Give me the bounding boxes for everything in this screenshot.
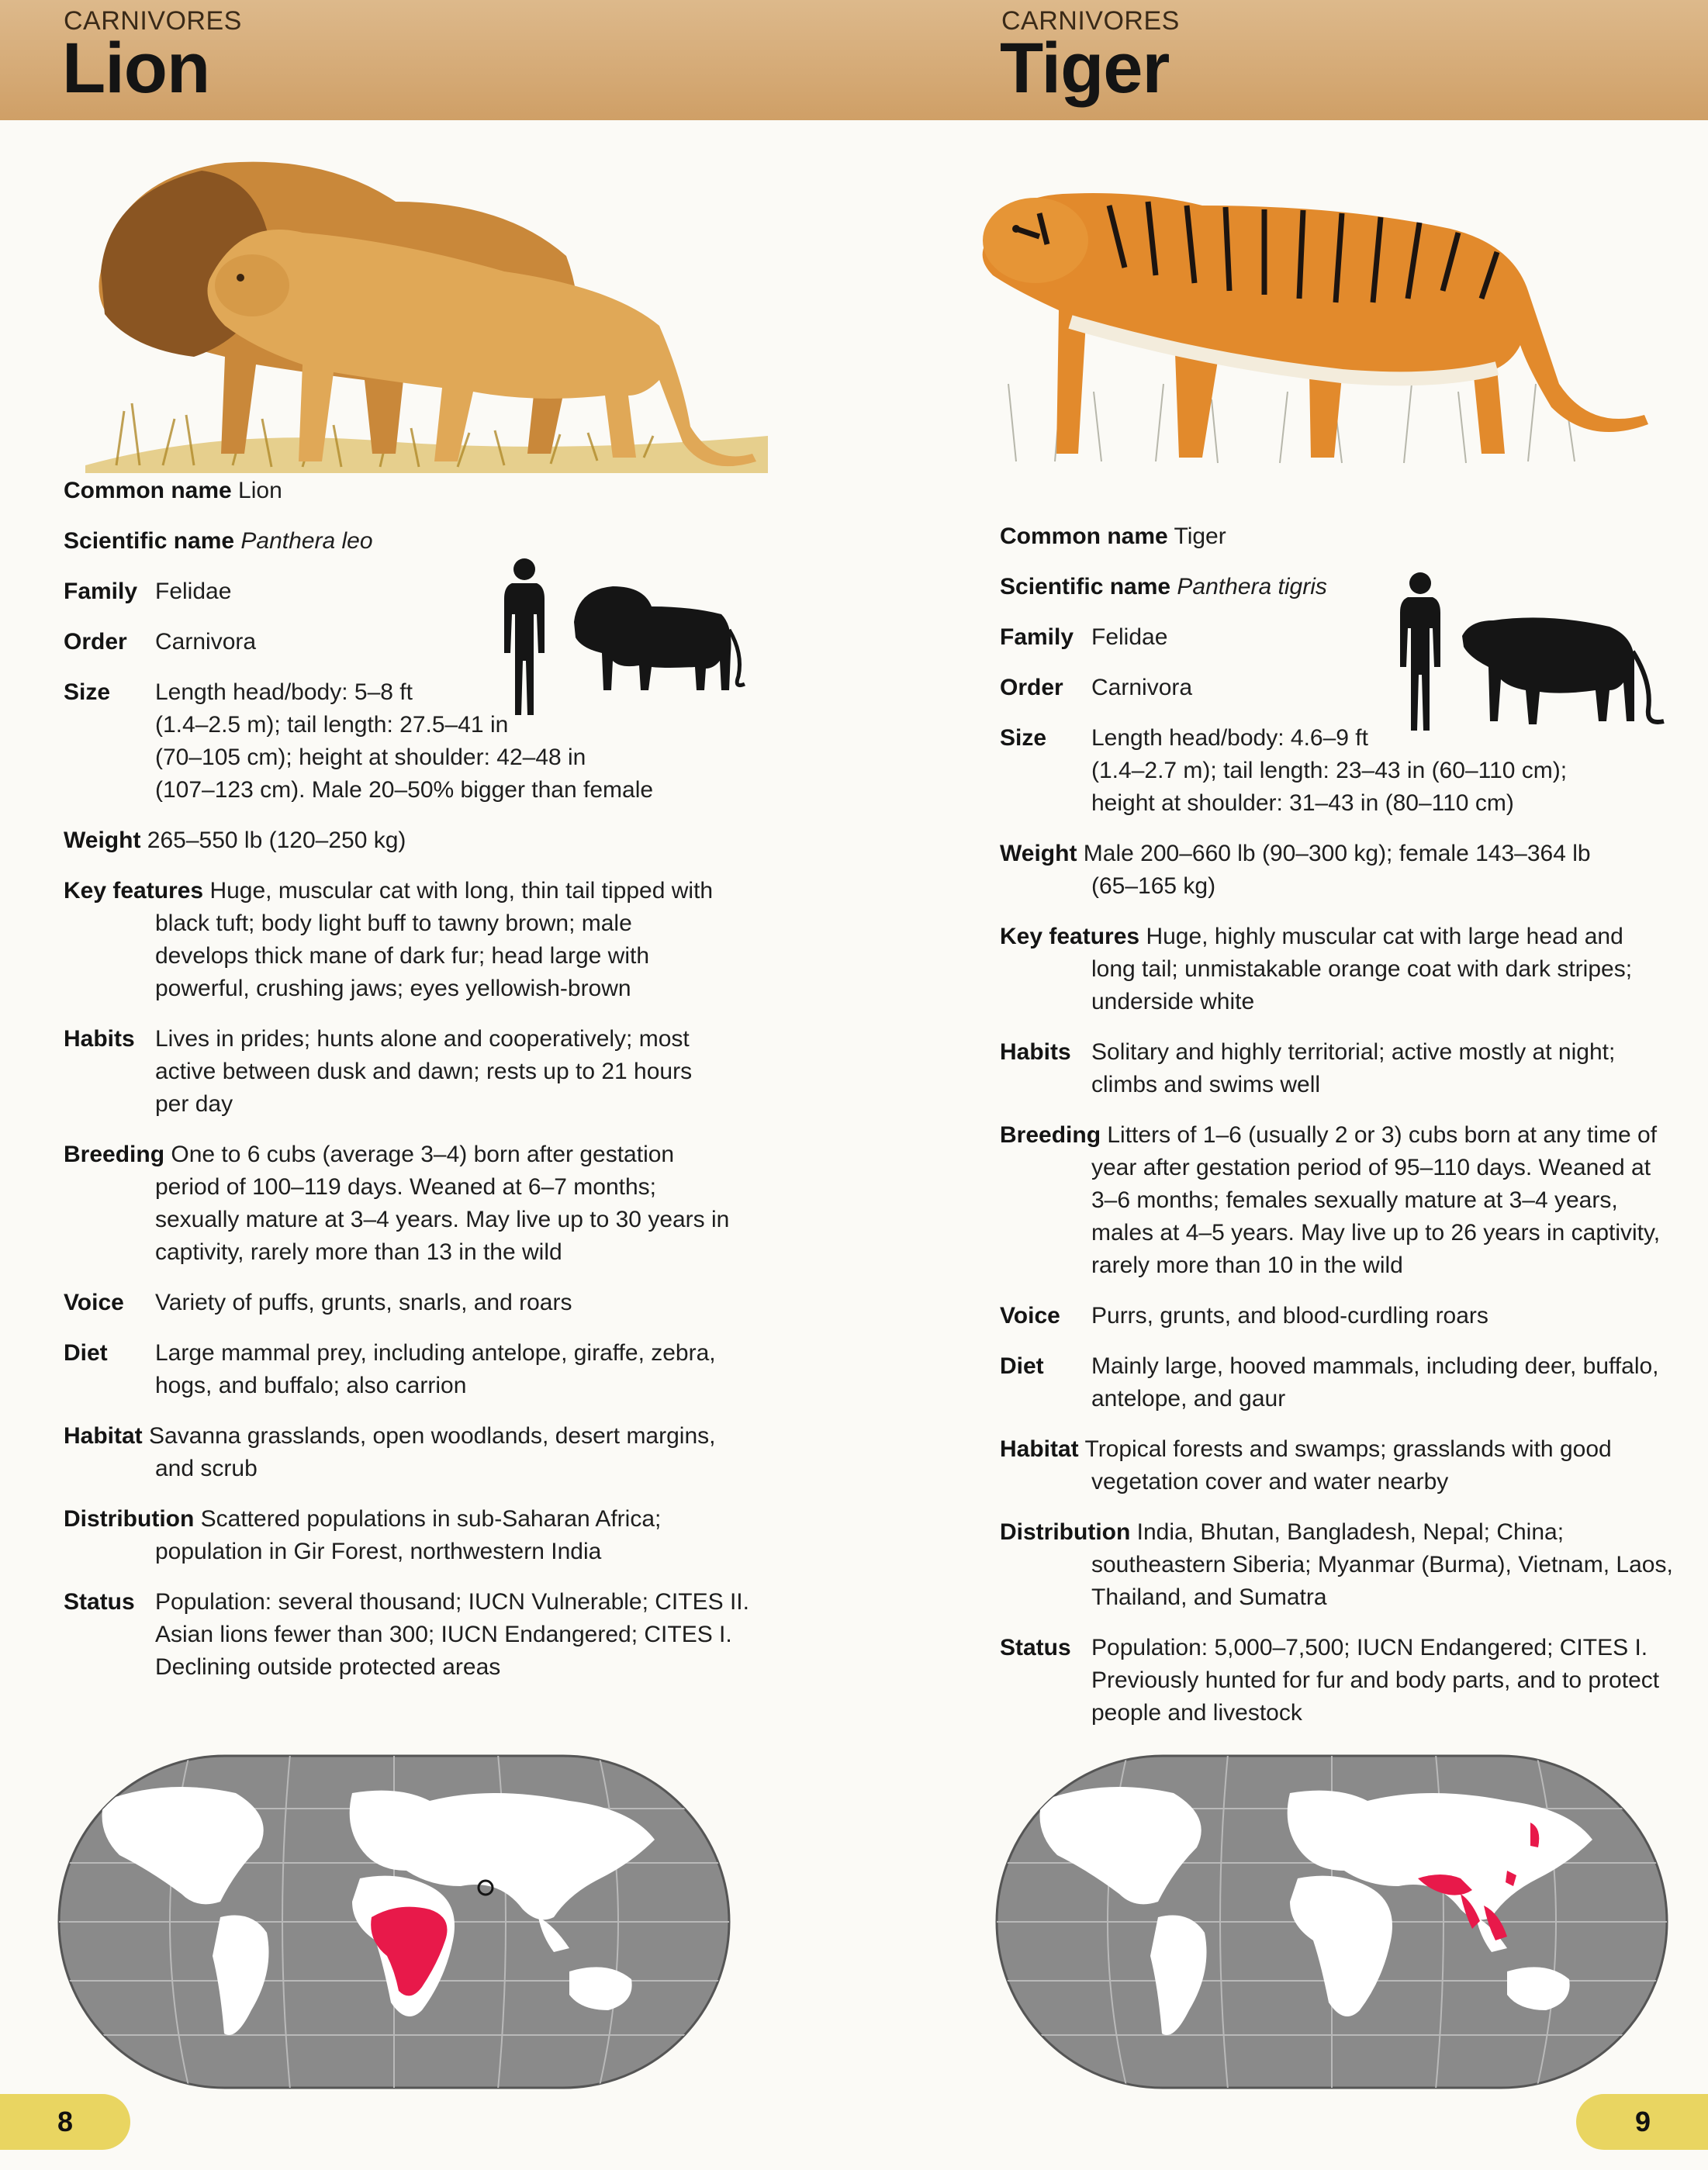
human-silhouette-icon [504, 558, 545, 715]
lion-breeding-line: captivity, rarely more than 13 in the wild [155, 1239, 562, 1265]
lion-habitat-first-line: Savanna grasslands, open woodlands, desert margins, [149, 1423, 716, 1449]
lion-key-features-label: Key features [64, 878, 204, 904]
tiger-order-value: Carnivora [1091, 675, 1193, 700]
lion-habits-line: active between dusk and dawn; rests up to 21 hours [155, 1059, 693, 1084]
tiger-key-features-line: underside white [1091, 989, 1255, 1014]
tiger-common-name-row [1000, 520, 1690, 553]
lion-family-label: Family [64, 579, 138, 604]
tiger-common-name-value: Tiger [1174, 523, 1226, 549]
tiger-size-comparison [1392, 566, 1672, 738]
tiger-weight-row [1000, 838, 1690, 903]
tiger-header-band [854, 0, 1708, 120]
lion-family-value: Felidae [155, 579, 232, 604]
tiger-habitat-label: Habitat [1000, 1436, 1079, 1462]
tiger-status-value [1091, 1632, 1690, 1729]
lion-habits-row [64, 1023, 824, 1121]
tiger-weight-line: (65–165 kg) [1091, 873, 1216, 899]
tiger-size-label: Size [1000, 725, 1047, 751]
lion-header-band [0, 0, 854, 120]
tiger-habits-line: climbs and swims well [1091, 1072, 1321, 1097]
tiger-weight-first-line: Male 200–660 lb (90–300 kg); female 143–364 lb [1083, 841, 1591, 866]
tiger-breeding-row [1000, 1119, 1690, 1282]
tiger-distribution-first-line: India, Bhutan, Bangladesh, Nepal; China; [1136, 1519, 1565, 1545]
page-number-left: 8 [0, 2094, 130, 2150]
tiger-scientific-name-label: Scientific name [1000, 574, 1171, 600]
lion-voice-row [64, 1287, 824, 1319]
tiger-status-line: Previously hunted for fur and body parts, and to protect [1091, 1667, 1660, 1693]
tiger-breeding-label: Breeding [1000, 1122, 1101, 1148]
lion-habits-line: per day [155, 1091, 233, 1117]
lion-diet-label: Diet [64, 1340, 108, 1366]
tiger-distribution-label: Distribution [1000, 1519, 1131, 1545]
lion-distribution-label: Distribution [64, 1506, 195, 1532]
tiger-diet-line: Mainly large, hooved mammals, including deer, buffalo, [1091, 1353, 1659, 1379]
tiger-category: CARNIVORES [1001, 6, 1180, 36]
lion-diet-value [155, 1337, 824, 1402]
tiger-voice-value: Purrs, grunts, and blood-curdling roars [1091, 1303, 1488, 1329]
lion-size-line: (107–123 cm). Male 20–50% bigger than female [155, 777, 654, 803]
tiger-breeding-line: 3–6 months; females sexually mature at 3–4 years, [1091, 1187, 1618, 1213]
lion-order-value: Carnivora [155, 629, 257, 655]
lion-habits-value [155, 1023, 824, 1121]
lion-status-value [155, 1586, 824, 1684]
lion-size-label: Size [64, 679, 111, 705]
tiger-habits-row [1000, 1036, 1690, 1101]
lion-key-features-line: develops thick mane of dark fur; head large with [155, 943, 650, 969]
lion-key-features-first-line: Huge, muscular cat with long, thin tail tipped with [209, 878, 714, 904]
lion-voice-label: Voice [64, 1290, 124, 1315]
lion-silhouette-icon [574, 586, 745, 690]
tiger-family-value: Felidae [1091, 624, 1168, 650]
tiger-silhouette-icon [1462, 617, 1664, 724]
tiger-breeding-line: rarely more than 10 in the wild [1091, 1253, 1403, 1278]
tiger-size-line: Length head/body: 4.6–9 ft [1091, 725, 1368, 751]
lion-weight-row [64, 824, 824, 857]
tiger-order-label: Order [1000, 675, 1063, 700]
tiger-status-row [1000, 1632, 1690, 1729]
lion-scientific-name-label: Scientific name [64, 528, 235, 554]
tiger-habitat-line: vegetation cover and water nearby [1091, 1469, 1449, 1494]
lion-title: Lion [62, 29, 210, 108]
lion-size-line: Length head/body: 5–8 ft [155, 679, 413, 705]
lion-status-line: Population: several thousand; IUCN Vulnerable; CITES II. [155, 1589, 749, 1615]
tiger-key-features-label: Key features [1000, 924, 1140, 949]
lion-category: CARNIVORES [64, 6, 242, 36]
tiger-distribution-row [1000, 1516, 1690, 1614]
lion-distribution-first-line: Scattered populations in sub-Saharan Africa; [200, 1506, 662, 1532]
tiger-scientific-name-value: Panthera tigris [1177, 574, 1327, 600]
lion-breeding-row [64, 1139, 824, 1269]
tiger-diet-label: Diet [1000, 1353, 1044, 1379]
lion-weight-label: Weight [64, 828, 141, 853]
lion-common-name-label: Common name [64, 478, 232, 503]
lion-voice-value: Variety of puffs, grunts, snarls, and roars [155, 1290, 572, 1315]
tiger-illustration [970, 151, 1683, 477]
tiger-key-features-line: long tail; unmistakable orange coat with dark stripes; [1091, 956, 1633, 982]
lion-status-line: Declining outside protected areas [155, 1654, 501, 1680]
tiger-breeding-line: year after gestation period of 95–110 days. Weaned at [1091, 1155, 1651, 1180]
lion-habits-label: Habits [64, 1026, 135, 1052]
lion-common-name-value: Lion [238, 478, 282, 503]
lion-breeding-first-line: One to 6 cubs (average 3–4) born after gestation [171, 1142, 675, 1167]
tiger-size-line: height at shoulder: 31–43 in (80–110 cm) [1091, 790, 1514, 816]
page-number-right: 9 [1576, 2094, 1708, 2150]
tiger-habits-line: Solitary and highly territorial; active mostly at night; [1091, 1039, 1616, 1065]
lion-breeding-line: sexually mature at 3–4 years. May live up to 30 years in [155, 1207, 730, 1232]
tiger-breeding-first-line: Litters of 1–6 (usually 2 or 3) cubs born at any time of [1107, 1122, 1658, 1148]
lion-key-features-row [64, 875, 824, 1005]
tiger-common-name-label: Common name [1000, 523, 1168, 549]
tiger-breeding-line: males at 4–5 years. May live up to 26 years in captivity, [1091, 1220, 1661, 1246]
lion-weight-value: 265–550 lb (120–250 kg) [147, 828, 406, 853]
lion-key-features-line: powerful, crushing jaws; eyes yellowish-brown [155, 976, 631, 1001]
lion-illustration [70, 147, 814, 481]
tiger-habitat-first-line: Tropical forests and swamps; grasslands with good [1084, 1436, 1612, 1462]
lion-size-comparison [496, 552, 752, 723]
tiger-habits-value [1091, 1036, 1690, 1101]
tiger-diet-row [1000, 1350, 1690, 1415]
tiger-status-line: Population: 5,000–7,500; IUCN Endangered; CITES I. [1091, 1635, 1648, 1660]
lion-common-name-row [64, 475, 824, 507]
tiger-weight-label: Weight [1000, 841, 1077, 866]
lion-distribution-row [64, 1503, 824, 1568]
lion-scientific-name-value: Panthera leo [240, 528, 373, 554]
tiger-range-map [995, 1754, 1668, 2089]
tiger-distribution-line: Thailand, and Sumatra [1091, 1584, 1327, 1610]
tiger-distribution-line: southeastern Siberia; Myanmar (Burma), Vietnam, Laos, [1091, 1552, 1673, 1577]
lion-status-line: Asian lions fewer than 300; IUCN Endangered; CITES I. [155, 1622, 732, 1647]
lion-habitat-row [64, 1420, 824, 1485]
lion-size-line: (70–105 cm); height at shoulder: 42–48 in [155, 745, 586, 770]
human-silhouette-icon [1400, 572, 1440, 731]
lion-habitat-line: and scrub [155, 1456, 258, 1481]
lion-habits-line: Lives in prides; hunts alone and cooperatively; most [155, 1026, 690, 1052]
tiger-voice-row [1000, 1300, 1690, 1332]
lion-diet-row [64, 1337, 824, 1402]
tiger-voice-label: Voice [1000, 1303, 1060, 1329]
tiger-habits-label: Habits [1000, 1039, 1071, 1065]
tiger-title: Tiger [1000, 29, 1170, 108]
lion-range-map [57, 1754, 731, 2089]
lion-habitat-label: Habitat [64, 1423, 143, 1449]
lion-status-label: Status [64, 1589, 135, 1615]
tiger-key-features-row [1000, 921, 1690, 1018]
tiger-key-features-first-line: Huge, highly muscular cat with large head and [1146, 924, 1623, 949]
tiger-diet-line: antelope, and gaur [1091, 1386, 1286, 1412]
lion-size-line: (1.4–2.5 m); tail length: 27.5–41 in [155, 712, 509, 738]
lion-distribution-line: population in Gir Forest, northwestern India [155, 1539, 602, 1564]
tiger-habitat-row [1000, 1433, 1690, 1498]
tiger-family-label: Family [1000, 624, 1074, 650]
lion-order-label: Order [64, 629, 127, 655]
tiger-size-line: (1.4–2.7 m); tail length: 23–43 in (60–110 cm); [1091, 758, 1568, 783]
lion-breeding-label: Breeding [64, 1142, 165, 1167]
tiger-status-label: Status [1000, 1635, 1071, 1660]
lion-diet-line: hogs, and buffalo; also carrion [155, 1373, 467, 1398]
lion-status-row [64, 1586, 824, 1684]
tiger-diet-value [1091, 1350, 1690, 1415]
tiger-status-line: people and livestock [1091, 1700, 1302, 1726]
lion-key-features-line: black tuft; body light buff to tawny brown; male [155, 911, 632, 936]
lion-diet-line: Large mammal prey, including antelope, giraffe, zebra, [155, 1340, 716, 1366]
lion-breeding-line: period of 100–119 days. Weaned at 6–7 months; [155, 1174, 657, 1200]
